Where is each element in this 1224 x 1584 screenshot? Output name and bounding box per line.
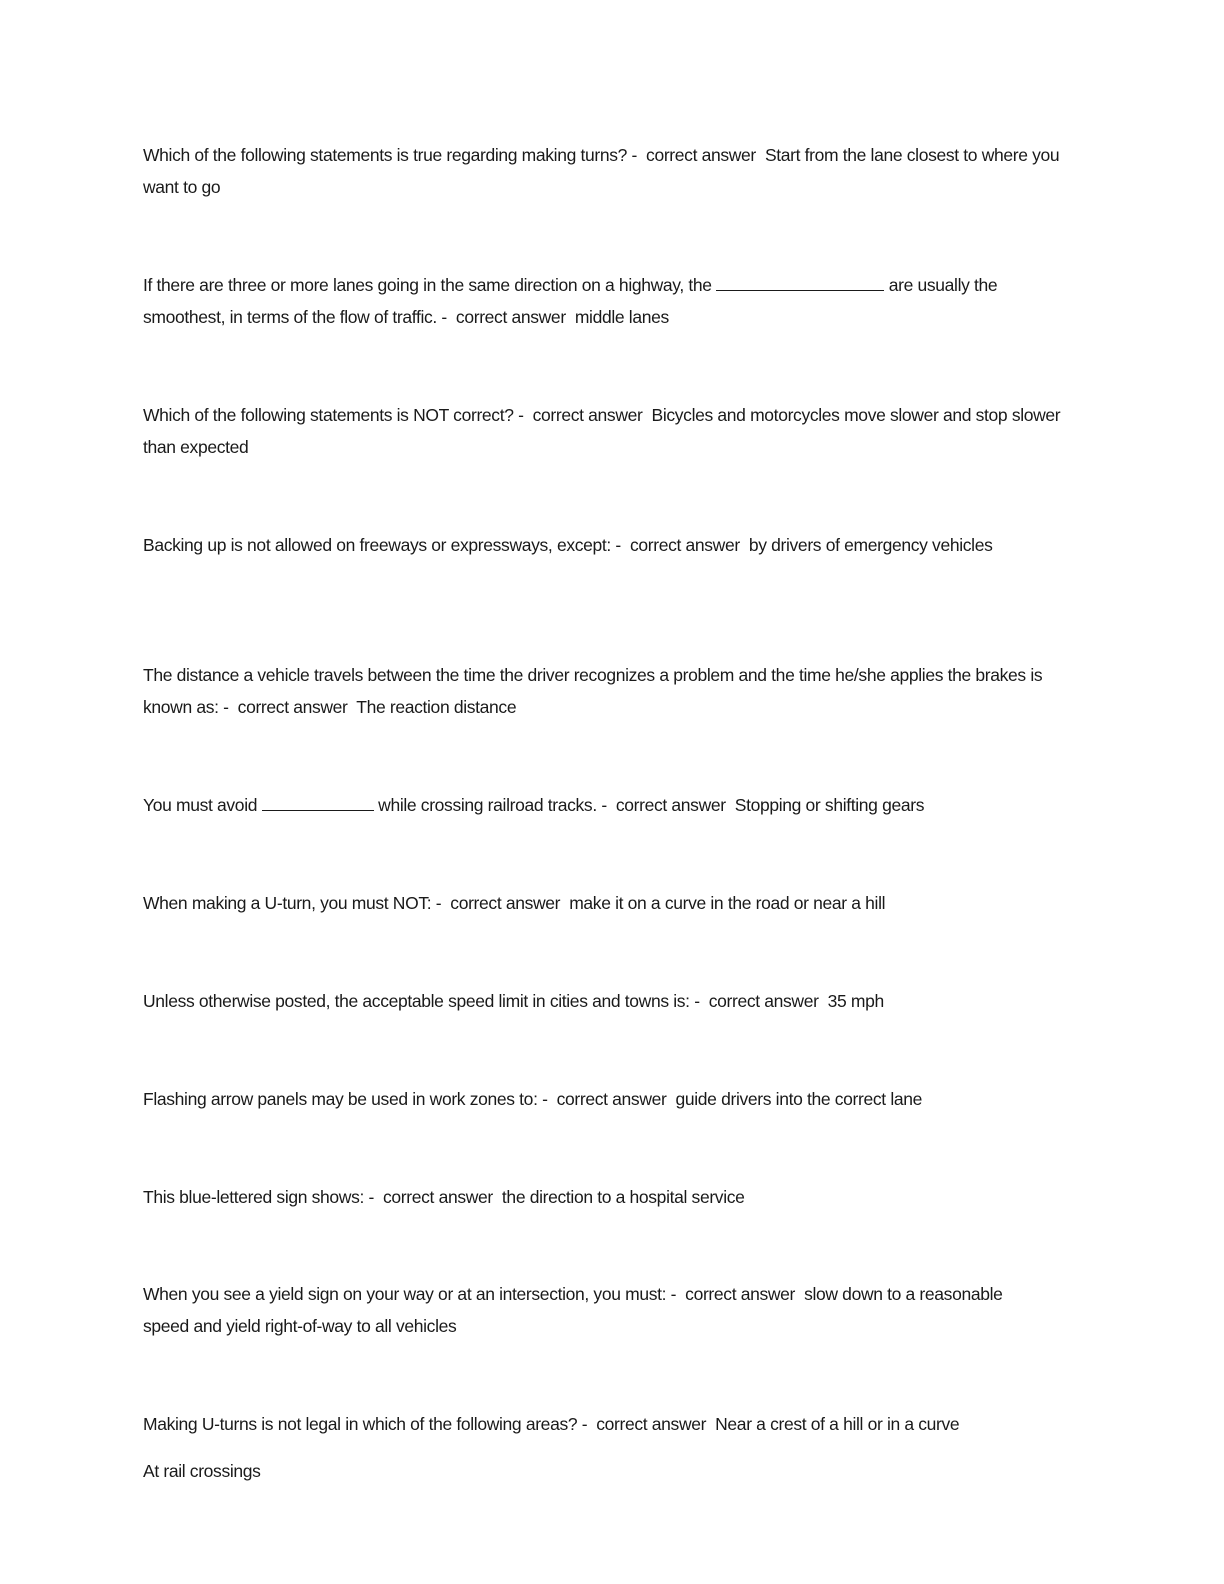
answer-text: slow down to a reasonable speed and yield right-of-way to all vehicles — [143, 1284, 1008, 1336]
answer-prefix: correct answer — [680, 1284, 805, 1304]
answer-prefix: correct answer — [528, 405, 652, 425]
question-text: Unless otherwise posted, the acceptable speed limit in cities and towns is: - — [143, 991, 705, 1011]
answer-prefix: correct answer — [451, 307, 575, 327]
answer-text: At rail crossings — [143, 1461, 261, 1481]
fill-in-blank — [716, 276, 884, 291]
qa-item — [143, 985, 1073, 1017]
question-text: Which of the following statements is NOT correct? - — [143, 405, 529, 425]
question-text: This blue-lettered sign shows: - — [143, 1187, 379, 1207]
answer-prefix: correct answer — [641, 145, 765, 165]
qa-item — [143, 1278, 1008, 1342]
question-text: Which of the following statements is true regarding making turns? - — [143, 145, 642, 165]
qa-item — [143, 139, 1073, 203]
qa-item — [143, 659, 1073, 723]
answer-text: Near a crest of a hill or in a curve — [715, 1414, 960, 1434]
answer-prefix: correct answer — [552, 1089, 676, 1109]
question-text: while crossing railroad tracks. - — [373, 795, 612, 815]
trailing-line — [143, 1455, 1073, 1487]
answer-text: the direction to a hospital service — [501, 1187, 745, 1207]
answer-prefix: correct answer — [625, 535, 749, 555]
question-text: Backing up is not allowed on freeways or expressways, except: - — [143, 535, 626, 555]
qa-item — [143, 529, 1003, 561]
question-text: are usually the smoothest, in terms of the flow of traffic. - — [143, 275, 1002, 327]
answer-prefix: correct answer — [233, 697, 357, 717]
answer-text: by drivers of emergency vehicles — [748, 535, 993, 555]
qa-item — [143, 1181, 1073, 1213]
answer-text: Start from the lane closest to where you want to go — [143, 145, 1064, 197]
answer-text: Bicycles and motorcycles move slower and stop slower than expected — [143, 405, 1065, 457]
question-text: Flashing arrow panels may be used in work zones to: - — [143, 1089, 553, 1109]
question-text: You must avoid — [143, 795, 262, 815]
answer-text: Stopping or shifting gears — [734, 795, 925, 815]
answer-prefix: correct answer — [611, 795, 735, 815]
qa-item — [143, 269, 1073, 333]
question-text: Making U-turns is not legal in which of the following areas? - — [143, 1414, 592, 1434]
question-text: If there are three or more lanes going in the same direction on a highway, the — [143, 275, 717, 295]
answer-text: make it on a curve in the road or near a hill — [569, 893, 886, 913]
fill-in-blank — [262, 796, 374, 811]
answer-text: guide drivers into the correct lane — [675, 1089, 922, 1109]
qa-item — [143, 789, 1073, 821]
qa-item — [143, 1408, 1073, 1440]
answer-text: The reaction distance — [356, 697, 517, 717]
qa-item — [143, 1083, 1073, 1115]
answer-prefix: correct answer — [445, 893, 570, 913]
qa-item — [143, 887, 1073, 919]
question-text: When you see a yield sign on your way or at an intersection, you must: - — [143, 1284, 681, 1304]
question-text: The distance a vehicle travels between the time the driver recognizes a problem and the time he/she applies the brakes is known as: - — [143, 665, 1047, 717]
answer-prefix: correct answer — [378, 1187, 502, 1207]
answer-text: 35 mph — [827, 991, 884, 1011]
answer-prefix: correct answer — [704, 991, 828, 1011]
answer-text: middle lanes — [574, 307, 669, 327]
answer-prefix: correct answer — [591, 1414, 716, 1434]
qa-item — [143, 399, 1073, 463]
question-text: When making a U-turn, you must NOT: - — [143, 893, 446, 913]
